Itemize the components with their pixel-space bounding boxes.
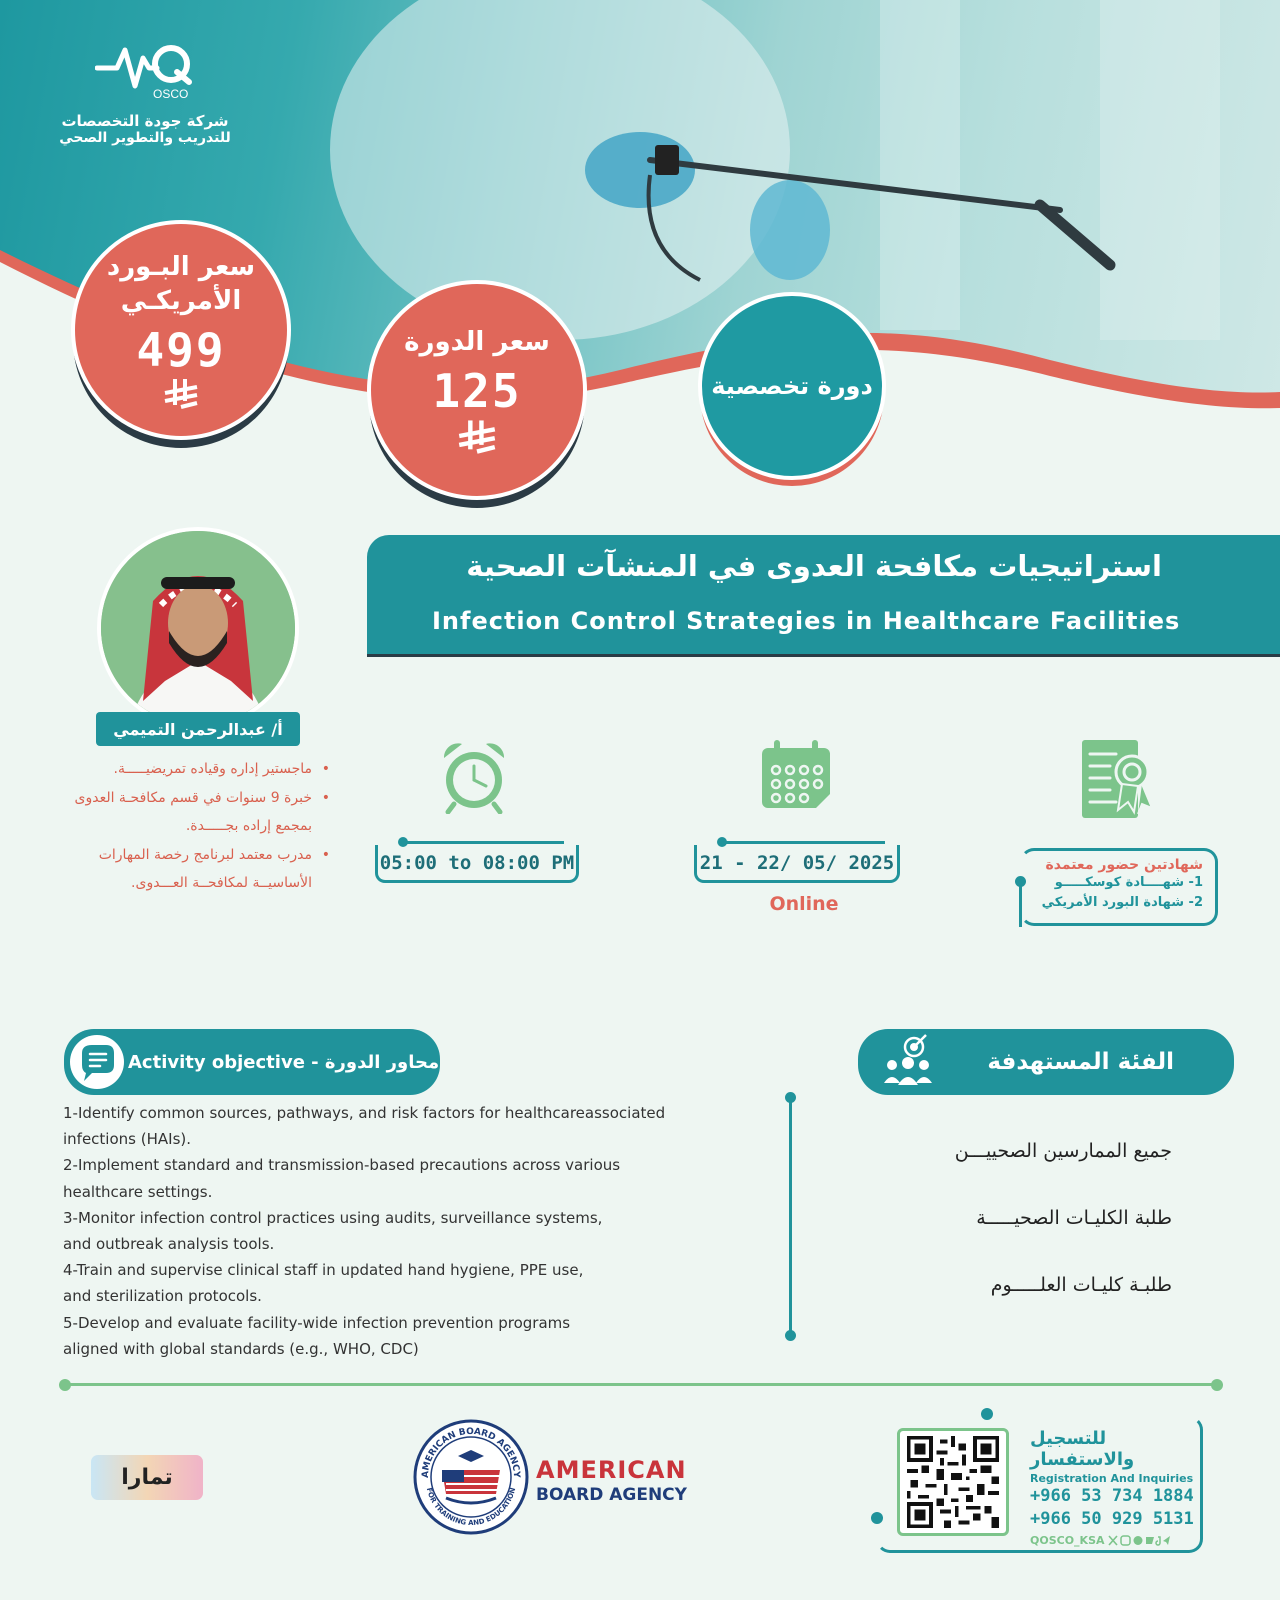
date-pill [694,845,900,883]
divider-dot [785,1092,796,1103]
objective-line: 1-Identify common sources, pathways, and risk factors for healthcareassociated [63,1104,666,1122]
objective-line: 3-Monitor infection control practices using audits, surveillance systems, [63,1208,603,1227]
riyal-currency-icon [457,418,497,454]
course-date: 21 - 22/ 05/ 2025 [699,851,895,874]
objective-line: 4-Train and supervise clinical staff in updated hand hygiene, PPE use, [63,1261,584,1280]
target-audience-item: جميع الممارسين الصحييـــن [954,1140,1172,1162]
partner-name-line1: AMERICAN [536,1456,687,1484]
objective-line: and sterilization protocols. [63,1287,262,1306]
riyal-currency-icon [163,377,199,409]
phone-number[interactable]: +966 53 734 1884 [1030,1486,1194,1506]
section-divider [789,1098,792,1336]
tiktok-icon [1156,1537,1160,1545]
social-media-icons [1108,1535,1170,1546]
chat-bubble-icon [70,1035,124,1089]
connector-dot [1015,876,1026,887]
divider-dot [1211,1379,1223,1391]
certificates-title: شهادتين حضور معتمدة [1045,857,1203,873]
social-handle[interactable]: QOSCO_KSA [1030,1534,1105,1547]
connector-dot [981,1408,993,1420]
target-audience-item: طلبة الكليـات الصحيـــــة [976,1207,1172,1229]
phone-number[interactable]: +966 50 929 5131 [1030,1509,1194,1529]
objective-line: 5-Develop and evaluate facility-wide infection prevention programs [63,1313,571,1332]
contact-info [1030,1428,1200,1547]
brand-name-line2: للتدريب والتطوير الصحي [59,130,231,146]
instagram-icon [1121,1536,1130,1545]
board-price-label-line1: سعر البـورد [106,252,256,283]
connector-dot [871,1512,883,1524]
course-type-label: دورة تخصصية [711,372,873,400]
objectives-heading: Activity objective - محاور الدورة [128,1051,440,1073]
course-title-arabic: استراتيجيات مكافحة العدوى في المنشآت الصحية [466,549,1162,583]
trainer-bio-item: • مدرب معتمد لبرنامج رخصة المهارات الأساسيــة لمكافحــة العـــدوى. [60,841,330,898]
trainer-bio-list [60,755,330,898]
board-price-value: 499 [136,322,226,377]
snapchat-icon [1133,1536,1142,1545]
target-audience-icon [878,1033,938,1091]
course-price-label: سعر الدورة [404,327,550,358]
heartbeat-logo-icon [95,38,195,100]
alarm-clock-icon [438,738,510,814]
american-board-agency-seal-icon [412,1418,530,1536]
trainer-photo [97,527,299,729]
objective-line: healthcare settings. [63,1182,213,1201]
telegram-icon [1163,1536,1170,1545]
delivery-mode: Online [769,893,839,915]
target-audience-heading: الفئة المستهدفة [987,1049,1174,1075]
objective-line: aligned with global standards (e.g., WHO, CDC) [63,1339,419,1358]
seal-text-bottom: FOR TRAINING AND EDUCATION [424,1486,518,1528]
target-audience-list [955,1118,1172,1319]
footer-divider [64,1383,1217,1386]
contact-heading-english: Registration And Inquiries [1030,1472,1194,1485]
target-audience-item: طلبـة كليـات العلـــــوم [990,1274,1172,1296]
logo-wordmark: OSCO [153,87,189,100]
qr-code-icon [905,1436,1001,1528]
whatsapp-icon [1146,1537,1154,1544]
osco-logo [50,38,240,146]
objective-line: infections (HAIs). [63,1130,191,1149]
specialized-course-circle [698,292,886,480]
divider-dot [59,1379,71,1391]
registration-qr-code[interactable] [897,1428,1009,1536]
course-price-value: 125 [432,363,522,418]
course-title-banner [367,535,1280,657]
seal-text-top: AMERICAN BOARD AGENCY [420,1426,522,1479]
social-handles [1030,1534,1200,1547]
trainer-bio-item: • خبرة 9 سنوات في قسم مكافحـة العدوى بمجمع إراده بجـــــدة. [60,784,330,841]
tamara-payment-logo: تمارا [91,1455,203,1500]
objective-line: 2-Implement standard and transmission-based precautions across various [63,1156,621,1175]
trainer-name-badge: أ/ عبدالرحمن التميمي [96,712,300,746]
board-price-label-line2: الأمريكـي [120,286,242,316]
target-audience-heading-bar [858,1029,1234,1095]
course-title-english: Infection Control Strategies in Healthcare Facilities [432,607,1181,635]
certificate-item: 2- شهادة البورد الأمريكي [1041,895,1203,910]
objectives-list [63,1100,723,1362]
board-price-circle [71,220,291,440]
objectives-heading-bar [64,1029,440,1095]
calendar-icon [760,740,832,810]
brand-name-line1: شركة جودة التخصصات [61,112,229,130]
partner-name-line2: BOARD AGENCY [536,1485,687,1505]
course-time: 05:00 to 08:00 PM [379,851,575,874]
contact-heading-arabic: للتسجيل والاستفسار [1030,1428,1135,1470]
certificate-item: 1- شهــــادة كوسكـــــو [1054,875,1203,890]
divider-dot [785,1330,796,1341]
trainer-portrait-icon [101,531,295,725]
course-price-circle [367,280,587,500]
objective-line: and outbreak analysis tools. [63,1235,275,1254]
certificate-icon [1080,738,1154,822]
time-pill [375,845,579,883]
trainer-bio-item: • ماجستير إداره وقياده تمريضيـــــة. [60,755,330,784]
certificates-box [1020,848,1218,926]
